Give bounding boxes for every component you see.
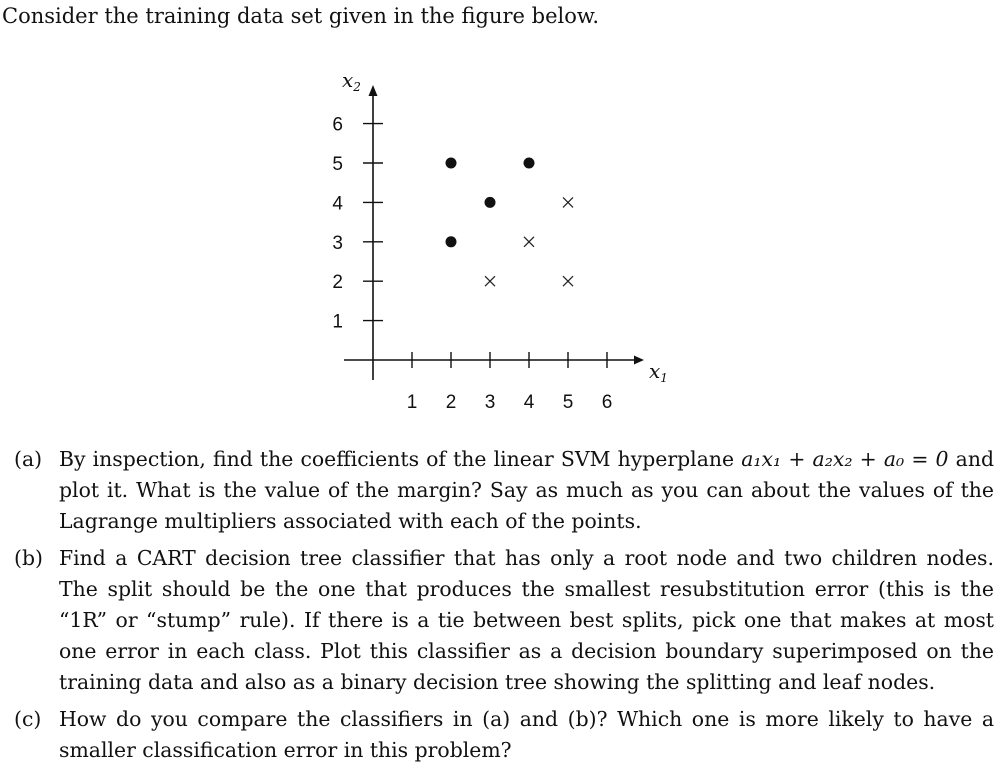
question-a-label: (a) bbox=[14, 447, 43, 471]
question-b bbox=[14, 543, 994, 698]
x-axis-arrow bbox=[634, 356, 644, 365]
y-axis-label: $x_2$ bbox=[342, 68, 361, 94]
cross-point bbox=[563, 276, 573, 286]
question-a-text bbox=[59, 444, 994, 537]
problem-intro: Consider the training data set given in the figure below. bbox=[2, 4, 600, 28]
scatter-figure bbox=[300, 60, 680, 420]
question-a-text-end: and plot it. What is the value of the margin? Say as much as you can about the values of the Lagrange multipliers associated with each of the points. bbox=[59, 447, 995, 533]
data-points bbox=[446, 158, 574, 287]
y-axis-arrow bbox=[369, 85, 378, 96]
hyperplane-equation: a₁x₁ + a₂x₂ + a₀ = 0 bbox=[741, 447, 949, 471]
question-b-text: Find a CART decision tree classifier that has only a root node and two children nodes. The split should be the one that produces the smallest resubstitution error (this is the “1R” or “stump” rule). If there is a tie between best splits, pick one that makes at most one error in each class. Plot this classifier as a decision boundary superimposed on the training data and also as a binary decision tree showing the splitting and leaf nodes. bbox=[59, 546, 994, 694]
dot-point bbox=[524, 158, 535, 169]
x-tick-label: 6 bbox=[601, 392, 613, 413]
y-tick-label: 5 bbox=[332, 154, 343, 175]
cross-point bbox=[524, 237, 534, 247]
y-tick-label: 6 bbox=[332, 114, 343, 136]
y-tick-label: 1 bbox=[332, 311, 343, 333]
cross-point bbox=[563, 197, 573, 207]
x-tick-label: 3 bbox=[484, 392, 496, 413]
question-b-label: (b) bbox=[14, 546, 43, 570]
x-axis-label: $x_1$ bbox=[649, 359, 668, 385]
cross-point bbox=[485, 276, 495, 286]
x-tick-label: 5 bbox=[562, 392, 574, 413]
question-a bbox=[14, 444, 994, 537]
axes bbox=[344, 85, 644, 380]
y-tick-label: 2 bbox=[332, 272, 343, 294]
question-c-text: How do you compare the classifiers in (a) and (b)? Which one is more likely to have a smaller classification error in this problem? bbox=[59, 707, 994, 762]
question-list bbox=[14, 444, 994, 772]
x-tick-label: 2 bbox=[445, 392, 457, 413]
question-c bbox=[14, 704, 994, 766]
x-tick-label: 1 bbox=[406, 392, 418, 413]
y-tick-label: 3 bbox=[332, 232, 343, 254]
y-tick-label: 4 bbox=[332, 193, 343, 215]
dot-point bbox=[446, 236, 457, 247]
ticks bbox=[332, 115, 612, 413]
question-a-text-start: By inspection, find the coefficients of the linear SVM hyperplane bbox=[59, 447, 742, 471]
dot-point bbox=[485, 197, 496, 208]
x-tick-label: 4 bbox=[523, 392, 535, 413]
question-c-label: (c) bbox=[14, 707, 42, 731]
dot-point bbox=[446, 158, 457, 169]
